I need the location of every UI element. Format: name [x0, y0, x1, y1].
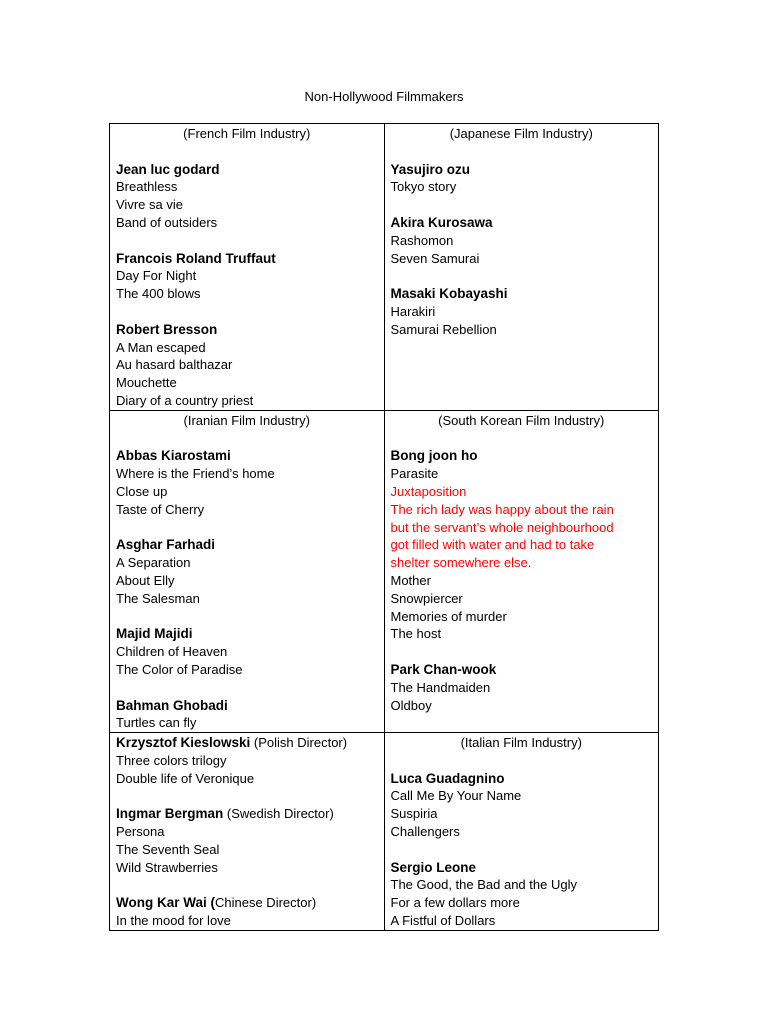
- film-title: A Separation: [116, 555, 191, 571]
- annotation-text: The rich lady was happy about the rain: [390, 501, 614, 517]
- film-title: Diary of a country priest: [116, 392, 254, 408]
- cell-header: (Italian Film Industry): [460, 735, 582, 751]
- italian-cell: [384, 733, 659, 931]
- annotation-heading: Juxtaposition: [390, 483, 467, 499]
- director-name-text: Ingmar Bergman: [116, 806, 224, 822]
- film-title: Suspiria: [390, 806, 438, 822]
- film-title: Samurai Rebellion: [390, 321, 497, 337]
- cell-header: (Japanese Film Industry): [449, 126, 593, 141]
- japanese-cell: [384, 124, 659, 411]
- film-title: The Handmaiden: [390, 679, 491, 695]
- director-name: Bahman Ghobadi: [116, 697, 228, 713]
- film-title: Wild Strawberries: [116, 859, 218, 875]
- director-name: Asghar Farhadi: [116, 537, 216, 553]
- director-nationality: (Swedish Director): [223, 806, 334, 822]
- annotation-text: but the servant’s whole neighbourhood: [390, 519, 614, 535]
- annotation-text: got filled with water and had to take: [390, 537, 595, 553]
- film-title: Tokyo story: [390, 179, 457, 195]
- director-nationality: Chinese Director): [215, 895, 317, 911]
- film-title: For a few dollars more: [390, 895, 520, 911]
- director-name-text: Wong Kar Wai (: [116, 895, 215, 911]
- film-title: A Fistful of Dollars: [390, 913, 496, 929]
- film-title: Breathless: [116, 179, 178, 195]
- film-title: The Good, the Bad and the Ugly: [390, 877, 577, 893]
- film-title: Snowpiercer: [390, 590, 463, 606]
- film-title: Turtles can fly: [116, 715, 197, 731]
- film-title: About Elly: [116, 572, 175, 588]
- film-title: The Color of Paradise: [116, 661, 243, 677]
- film-title: Seven Samurai: [390, 250, 480, 266]
- cell-header: (South Korean Film Industry): [438, 412, 605, 428]
- director-name: Francois Roland Truffaut: [116, 250, 276, 266]
- film-title: Band of outsiders: [116, 214, 218, 230]
- director-nationality: (Polish Director): [250, 735, 348, 751]
- film-title: Taste of Cherry: [116, 501, 205, 517]
- director-name: Park Chan-wook: [390, 661, 497, 677]
- film-title: Double life of Veronique: [116, 770, 255, 786]
- table-row: [110, 733, 659, 931]
- director-name: Jean luc godard: [116, 161, 220, 177]
- film-title: Rashomon: [390, 232, 454, 248]
- film-title: Call Me By Your Name: [390, 788, 522, 804]
- director-name: Bong joon ho: [390, 448, 478, 464]
- table-row: [110, 124, 659, 411]
- film-title: Three colors trilogy: [116, 752, 227, 768]
- film-title: Persona: [116, 824, 165, 840]
- table-row: [110, 410, 659, 732]
- iranian-cell: [110, 410, 385, 732]
- film-title: Au hasard balthazar: [116, 357, 233, 373]
- film-title: In the mood for love: [116, 913, 231, 929]
- director-name: Luca Guadagnino: [390, 770, 505, 786]
- film-title: Mother: [390, 572, 431, 588]
- director-name-text: Krzysztof Kieslowski: [116, 735, 251, 751]
- director-name: Yasujiro ozu: [390, 161, 471, 177]
- director-name: [116, 805, 378, 823]
- director-name: Akira Kurosawa: [390, 214, 493, 230]
- film-title: Day For Night: [116, 268, 197, 284]
- film-title: The host: [390, 626, 442, 642]
- film-title: Where is the Friend’s home: [116, 466, 275, 482]
- cell-header: (French Film Industry): [183, 126, 311, 141]
- director-name: [116, 894, 378, 912]
- film-title: Oldboy: [390, 697, 432, 713]
- film-title: Vivre sa vie: [116, 197, 183, 213]
- director-name: Majid Majidi: [116, 626, 193, 642]
- director-name: Abbas Kiarostami: [116, 448, 231, 464]
- film-title: Challengers: [390, 824, 460, 840]
- film-title: A Man escaped: [116, 339, 206, 355]
- korean-cell: [384, 410, 659, 732]
- document-title: Non-Hollywood Filmmakers: [304, 89, 464, 104]
- french-cell: [110, 124, 385, 411]
- director-name: Robert Bresson: [116, 321, 218, 337]
- film-title: Memories of murder: [390, 608, 507, 624]
- director-name: [116, 734, 378, 752]
- cell-header: (Iranian Film Industry): [183, 412, 310, 428]
- film-title: Harakiri: [390, 303, 436, 319]
- film-title: The Seventh Seal: [116, 841, 220, 857]
- filmmakers-table: [109, 123, 659, 931]
- film-title: Children of Heaven: [116, 644, 228, 660]
- director-name: Masaki Kobayashi: [390, 286, 508, 302]
- film-title: Parasite: [390, 466, 439, 482]
- film-title: The 400 blows: [116, 286, 201, 302]
- film-title: Mouchette: [116, 375, 177, 391]
- director-name: Sergio Leone: [390, 859, 477, 875]
- film-title: The Salesman: [116, 590, 200, 606]
- film-title: Close up: [116, 483, 168, 499]
- annotation-text: shelter somewhere else.: [390, 555, 532, 571]
- other-directors-cell: [110, 733, 385, 931]
